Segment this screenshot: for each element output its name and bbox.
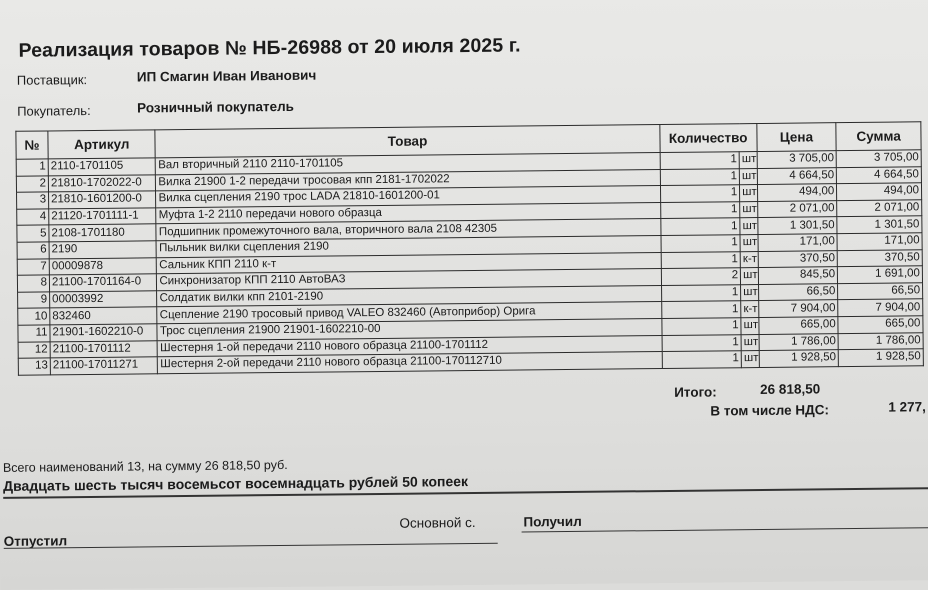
row-number: 2 <box>16 176 48 193</box>
row-number: 12 <box>18 341 50 358</box>
row-article: 21810-1601200-0 <box>49 191 157 209</box>
row-price: 1 301,50 <box>758 217 838 234</box>
row-article: 21100-1701164-0 <box>49 274 157 292</box>
row-product-name: Шестерня 2-ой передачи 2110 нового образца 21100-170112710 <box>158 352 662 374</box>
row-unit: шт <box>740 185 758 202</box>
row-price: 7 904,00 <box>758 300 838 317</box>
row-sum: 2 071,00 <box>837 200 922 217</box>
row-sum: 1 691,00 <box>838 266 923 283</box>
row-unit: шт <box>741 334 759 351</box>
received-signature-line <box>522 527 928 532</box>
row-price: 845,50 <box>758 267 838 284</box>
row-product-name: Шестерня 1-ой передачи 2110 нового образца 21100-1701112 <box>158 335 662 357</box>
row-article: 21100-1701112 <box>50 340 158 358</box>
row-price: 4 664,50 <box>757 167 837 184</box>
row-product-name: Вал вторичный 2110 2110-1701105 <box>156 153 660 175</box>
row-article: 21100-17011271 <box>50 357 158 375</box>
row-number: 13 <box>18 358 50 375</box>
row-unit: шт <box>740 234 758 251</box>
row-article: 2108-1701180 <box>49 224 157 242</box>
row-sum: 1 786,00 <box>838 332 923 349</box>
row-number: 5 <box>17 225 49 242</box>
row-quantity: 1 <box>661 235 741 252</box>
row-number: 11 <box>18 325 50 342</box>
released-signature-line <box>4 543 498 549</box>
row-number: 7 <box>17 258 49 275</box>
row-quantity: 1 <box>661 251 741 268</box>
row-article: 00009878 <box>49 257 157 275</box>
row-quantity: 1 <box>662 334 742 351</box>
row-product-name: Подшипник промежуточного вала, вторичного вала 2108 42305 <box>156 219 660 241</box>
row-product-name: Муфта 1-2 2110 передачи нового образца <box>156 202 660 224</box>
vat-value: 1 277, <box>888 399 926 415</box>
row-quantity: 1 <box>660 201 740 218</box>
row-product-name: Вилка сцепления 2190 трос LADA 21810-1601200-01 <box>156 186 660 208</box>
row-article: 21810-1702022-0 <box>48 174 156 192</box>
row-article: 21901-1602210-0 <box>50 324 158 342</box>
row-sum: 66,50 <box>838 283 923 300</box>
row-quantity: 1 <box>660 152 740 169</box>
row-article: 2190 <box>49 241 157 259</box>
row-number: 6 <box>17 242 49 259</box>
row-price: 1 786,00 <box>759 333 839 350</box>
row-unit: шт <box>739 168 757 185</box>
items-count-text: Всего наименований 13, на сумму 26 818,50 руб. <box>2 457 288 475</box>
row-price: 3 705,00 <box>757 151 837 168</box>
row-product-name: Трос сцепления 21900 21901-1602210-00 <box>157 318 661 340</box>
row-quantity: 1 <box>661 301 741 318</box>
received-label: Получил <box>523 513 582 530</box>
row-price: 370,50 <box>758 250 838 267</box>
released-label: Отпустил <box>3 533 68 549</box>
row-article: 00003992 <box>50 291 158 309</box>
row-product-name: Сцепление 2190 тросовый привод VALEO 832460 (Автоприбор) Орига <box>157 302 661 324</box>
header-sum: Сумма <box>836 122 921 151</box>
header-number: № <box>16 131 48 159</box>
row-number: 1 <box>16 159 48 176</box>
row-number: 4 <box>17 209 49 226</box>
header-article: Артикул <box>48 130 156 159</box>
row-unit: к-т <box>741 301 759 318</box>
row-quantity: 1 <box>660 218 740 235</box>
row-unit: к-т <box>740 251 758 268</box>
header-product: Товар <box>155 125 659 158</box>
row-price: 494,00 <box>757 184 837 201</box>
row-quantity: 1 <box>660 168 740 185</box>
items-table <box>15 121 924 375</box>
row-number: 8 <box>17 275 49 292</box>
row-sum: 4 664,50 <box>837 166 922 183</box>
row-sum: 1 928,50 <box>838 349 923 366</box>
row-sum: 171,00 <box>837 233 922 250</box>
row-number: 3 <box>17 192 49 209</box>
row-sum: 370,50 <box>837 249 922 266</box>
row-quantity: 1 <box>661 284 741 301</box>
buyer-label: Покупатель: <box>17 102 91 119</box>
row-sum: 7 904,00 <box>838 299 923 316</box>
row-price: 665,00 <box>759 317 839 334</box>
row-unit: шт <box>741 284 759 301</box>
row-price: 66,50 <box>758 283 838 300</box>
buyer-value: Розничный покупатель <box>137 98 295 116</box>
header-price: Цена <box>757 123 837 152</box>
row-quantity: 1 <box>662 351 742 368</box>
row-sum: 3 705,00 <box>836 150 921 167</box>
row-unit: шт <box>739 152 757 169</box>
row-unit: шт <box>741 317 759 334</box>
row-unit: шт <box>740 268 758 285</box>
header-quantity: Количество <box>659 124 756 153</box>
total-value: 26 818,50 <box>760 381 821 397</box>
row-sum: 1 301,50 <box>837 216 922 233</box>
row-price: 2 071,00 <box>757 200 837 217</box>
row-article: 2110-1701105 <box>48 158 156 176</box>
supplier-value: ИП Смагин Иван Иванович <box>136 67 317 85</box>
row-quantity: 2 <box>661 268 741 285</box>
row-product-name: Пыльник вилки сцепления 2190 <box>156 236 660 258</box>
row-number: 9 <box>18 292 50 309</box>
row-product-name: Вилка 21900 1-2 передачи тросовая кпп 2181-1702022 <box>156 169 660 191</box>
supplier-label: Поставщик: <box>16 72 88 88</box>
row-unit: шт <box>740 218 758 235</box>
released-by-name: Основной с. <box>399 514 476 531</box>
row-price: 1 928,50 <box>759 350 839 367</box>
row-unit: шт <box>741 351 759 368</box>
amount-in-words: Двадцать шесть тысяч восемьсот восемнадцать рублей 50 копеек <box>3 473 469 494</box>
row-product-name: Сальник КПП 2110 к-т <box>157 252 661 274</box>
row-product-name: Солдатик вилки кпп 2101-2190 <box>157 285 661 307</box>
row-sum: 494,00 <box>837 183 922 200</box>
row-unit: шт <box>740 201 758 218</box>
row-quantity: 1 <box>661 318 741 335</box>
row-article: 21120-1701111-1 <box>49 208 157 226</box>
row-sum: 665,00 <box>838 316 923 333</box>
document-title: Реализация товаров № НБ-26988 от 20 июля 2025 г. <box>18 34 521 62</box>
row-number: 10 <box>18 308 50 325</box>
total-label: Итого: <box>674 384 717 400</box>
row-article: 832460 <box>50 307 158 325</box>
vat-label: В том числе НДС: <box>710 402 830 419</box>
row-price: 171,00 <box>758 234 838 251</box>
row-quantity: 1 <box>660 185 740 202</box>
row-product-name: Синхронизатор КПП 2110 АвтоВАЗ <box>157 269 661 291</box>
